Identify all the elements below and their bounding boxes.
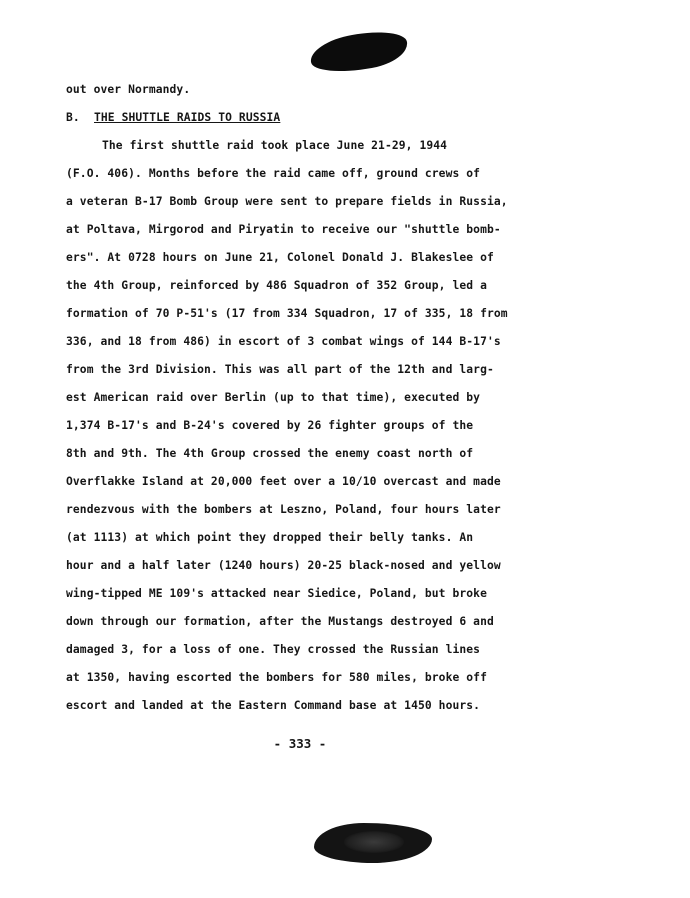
- paragraph-line: at 1350, having escorted the bombers for 580 miles, broke off: [66, 671, 487, 684]
- paragraph-line: hour and a half later (1240 hours) 20-25 black-nosed and yellow: [66, 559, 501, 572]
- document-body: [66, 80, 526, 724]
- redaction-mark-top: [308, 26, 411, 78]
- paragraph-line: 8th and 9th. The 4th Group crossed the enemy coast north of: [66, 447, 474, 460]
- redaction-mark-bottom: [314, 823, 432, 863]
- paragraph-line: The first shuttle raid took place June 21-29, 1944: [102, 139, 448, 152]
- opening-line: out over Normandy.: [66, 83, 191, 96]
- paragraph-line: escort and landed at the Eastern Command base at 1450 hours.: [66, 699, 481, 712]
- section-title: THE SHUTTLE RAIDS TO RUSSIA: [94, 111, 281, 124]
- paragraph-line: ers". At 0728 hours on June 21, Colonel Donald J. Blakeslee of: [66, 251, 494, 264]
- paragraph-line: rendezvous with the bombers at Leszno, Poland, four hours later: [66, 503, 501, 516]
- paragraph-line: down through our formation, after the Mustangs destroyed 6 and: [66, 615, 494, 628]
- paragraph-line: wing-tipped ME 109's attacked near Siedice, Poland, but broke: [66, 587, 487, 600]
- paragraph-line: 336, and 18 from 486) in escort of 3 combat wings of 144 B-17's: [66, 335, 501, 348]
- paragraph-line: from the 3rd Division. This was all part of the 12th and larg-: [66, 363, 494, 376]
- paragraph-line: the 4th Group, reinforced by 486 Squadron of 352 Group, led a: [66, 279, 487, 292]
- section-letter: B.: [66, 111, 80, 124]
- section-heading: [66, 108, 526, 136]
- paragraph-line: at Poltava, Mirgorod and Piryatin to receive our "shuttle bomb-: [66, 223, 501, 236]
- paragraph-line: a veteran B-17 Bomb Group were sent to prepare fields in Russia,: [66, 195, 508, 208]
- paragraph-line: formation of 70 P-51's (17 from 334 Squadron, 17 of 335, 18 from: [66, 307, 508, 320]
- paragraph-line: (F.O. 406). Months before the raid came off, ground crews of: [66, 167, 481, 180]
- paragraph-line: (at 1113) at which point they dropped their belly tanks. An: [66, 531, 474, 544]
- paragraph-line: Overflakke Island at 20,000 feet over a 10/10 overcast and made: [66, 475, 501, 488]
- page-number: - 333 -: [273, 736, 327, 751]
- paragraph-line: est American raid over Berlin (up to that time), executed by: [66, 391, 481, 404]
- paragraph-line: 1,374 B-17's and B-24's covered by 26 fighter groups of the: [66, 419, 474, 432]
- paragraph-line: damaged 3, for a loss of one. They crossed the Russian lines: [66, 643, 481, 656]
